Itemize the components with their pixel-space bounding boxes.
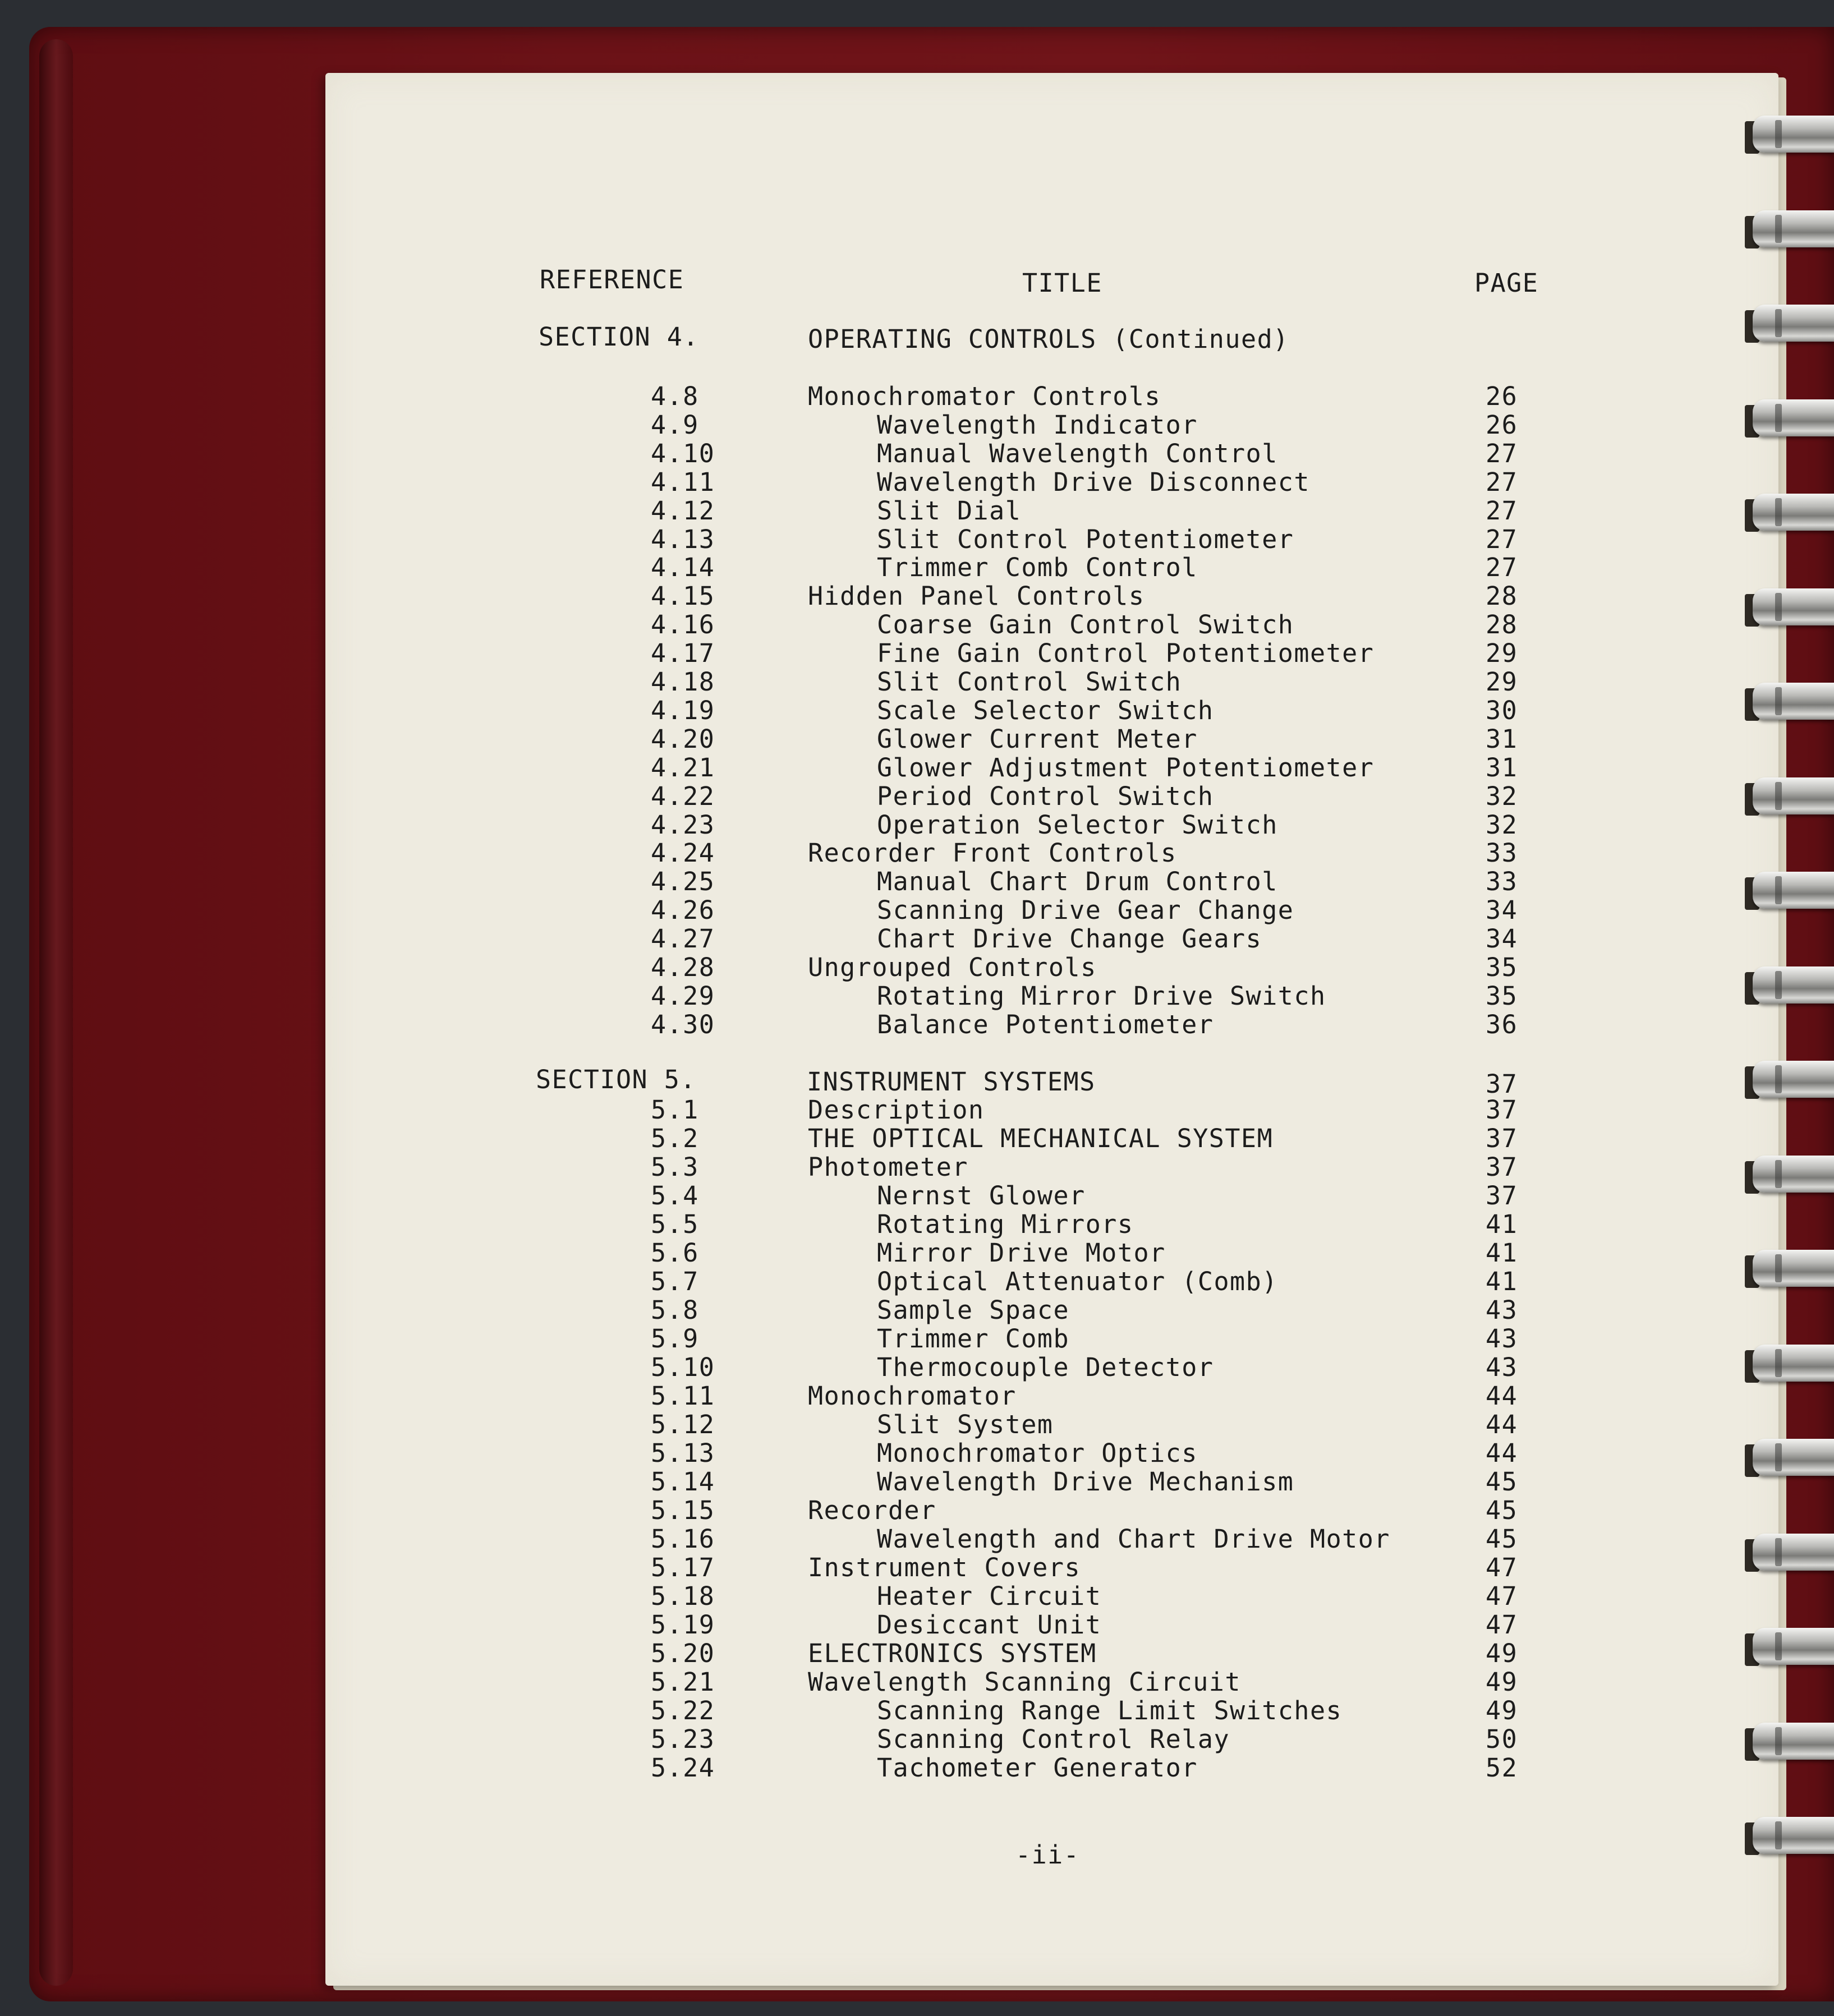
- toc-reference: 4.10: [651, 438, 715, 468]
- toc-reference: 5.6: [651, 1238, 699, 1268]
- binder-ring: [1739, 207, 1834, 252]
- toc-reference: 5.14: [651, 1467, 715, 1497]
- toc-page: 26: [1486, 381, 1518, 411]
- toc-reference: 5.12: [651, 1410, 715, 1439]
- page-number: -ii-: [1015, 1840, 1080, 1870]
- toc-row: [0, 1724, 1834, 1753]
- toc-page: 45: [1486, 1495, 1518, 1525]
- toc-page: 27: [1486, 553, 1518, 583]
- toc-title: Operation Selector Switch: [877, 809, 1278, 840]
- toc-title: Nernst Glower: [877, 1181, 1086, 1210]
- toc-row: [0, 1181, 1834, 1210]
- toc-page: 29: [1486, 667, 1518, 697]
- toc-page: 37: [1486, 1181, 1518, 1210]
- toc-page: 37: [1486, 1124, 1518, 1153]
- toc-reference: 5.21: [651, 1667, 715, 1697]
- toc-row: [0, 924, 1834, 953]
- toc-reference: 4.23: [651, 809, 715, 840]
- toc-title: Description: [808, 1095, 985, 1125]
- toc-page: 44: [1486, 1381, 1518, 1411]
- toc-reference: 5.11: [651, 1381, 715, 1411]
- toc-row: [0, 1667, 1834, 1696]
- toc-reference: 5.16: [651, 1524, 715, 1554]
- toc-row: [0, 1753, 1834, 1782]
- toc-page: 50: [1486, 1724, 1518, 1754]
- toc-page: 43: [1486, 1324, 1518, 1354]
- toc-page: 43: [1486, 1352, 1518, 1382]
- toc-row: [0, 1010, 1834, 1039]
- toc-title: Period Control Switch: [877, 781, 1214, 811]
- toc-reference: 4.17: [651, 638, 715, 669]
- toc-reference: 4.9: [651, 409, 699, 440]
- toc-row: [0, 724, 1834, 753]
- toc-row: [0, 524, 1834, 554]
- toc-page: 33: [1486, 867, 1518, 897]
- toc-page: 43: [1486, 1295, 1518, 1325]
- toc-title: Slit Control Switch: [877, 667, 1182, 697]
- toc-reference: 4.15: [651, 581, 715, 611]
- toc-page: 41: [1486, 1267, 1518, 1296]
- toc-page: 37: [1486, 1152, 1518, 1182]
- toc-reference: 5.3: [651, 1152, 699, 1182]
- header-reference: REFERENCE: [540, 265, 684, 294]
- header-page: PAGE: [1474, 268, 1539, 298]
- toc-page: 49: [1486, 1667, 1518, 1697]
- toc-reference: 4.28: [651, 952, 715, 982]
- toc-title: Recorder Front Controls: [808, 838, 1177, 868]
- toc-row: [0, 1495, 1834, 1525]
- binder-ring: [1739, 1814, 1834, 1858]
- toc-title: Tachometer Generator: [877, 1753, 1198, 1783]
- toc-page: 41: [1486, 1238, 1518, 1268]
- toc-row: [0, 1610, 1834, 1639]
- toc-row: [0, 1553, 1834, 1582]
- toc-row: [0, 1581, 1834, 1610]
- toc-title: Trimmer Comb Control: [877, 553, 1198, 583]
- toc-page: 49: [1486, 1638, 1518, 1668]
- section-5-label: SECTION 5.: [536, 1065, 696, 1094]
- toc-page: 31: [1486, 752, 1518, 783]
- toc-title: Manual Chart Drum Control: [877, 867, 1278, 897]
- toc-page: 45: [1486, 1524, 1518, 1554]
- toc-row: [0, 1324, 1834, 1353]
- toc-reference: 5.10: [651, 1352, 715, 1382]
- toc-page: 34: [1486, 924, 1518, 954]
- toc-title: Monochromator: [808, 1381, 1017, 1411]
- toc-page: 47: [1486, 1581, 1518, 1611]
- toc-row: [0, 1152, 1834, 1181]
- toc-page: 35: [1486, 952, 1518, 982]
- toc-reference: 4.27: [651, 924, 715, 954]
- toc-page: 27: [1486, 438, 1518, 468]
- toc-reference: 5.22: [651, 1696, 715, 1725]
- toc-title: Heater Circuit: [877, 1581, 1102, 1611]
- section-5-title: INSTRUMENT SYSTEMS: [807, 1067, 1096, 1097]
- toc-page: 33: [1486, 838, 1518, 868]
- toc-reference: 5.1: [651, 1095, 699, 1125]
- toc-title: Wavelength Drive Mechanism: [877, 1467, 1294, 1497]
- toc-row: [0, 838, 1834, 867]
- toc-reference: 4.13: [651, 524, 715, 554]
- toc-reference: 5.9: [651, 1324, 699, 1354]
- toc-title: Fine Gain Control Potentiometer: [877, 638, 1375, 669]
- toc-title: Glower Current Meter: [877, 724, 1198, 754]
- toc-row: [0, 1095, 1834, 1124]
- toc-row: [0, 1438, 1834, 1467]
- toc-row: [0, 1209, 1834, 1239]
- toc-row: [0, 381, 1834, 411]
- toc-row: [0, 1638, 1834, 1668]
- toc-row: [0, 1124, 1834, 1153]
- toc-row: [0, 1524, 1834, 1553]
- header-title: TITLE: [1022, 268, 1102, 298]
- toc-reference: 5.18: [651, 1581, 715, 1611]
- binder-ring: [1739, 112, 1834, 157]
- toc-title: Rotating Mirror Drive Switch: [877, 981, 1326, 1011]
- toc-page: 29: [1486, 638, 1518, 669]
- toc-reference: 5.8: [651, 1295, 699, 1325]
- toc-title: Slit Dial: [877, 495, 1022, 526]
- section-4-title: OPERATING CONTROLS (Continued): [808, 324, 1289, 354]
- toc-row: [0, 810, 1834, 839]
- toc-reference: 4.18: [651, 667, 715, 697]
- toc-title: Slit Control Potentiometer: [877, 524, 1294, 554]
- toc-title: Wavelength and Chart Drive Motor: [877, 1524, 1390, 1554]
- toc-row: [0, 1238, 1834, 1267]
- toc-title: Manual Wavelength Control: [877, 438, 1278, 468]
- toc-reference: 5.20: [651, 1638, 715, 1668]
- toc-reference: 4.21: [651, 752, 715, 783]
- toc-row: [0, 1267, 1834, 1296]
- toc-reference: 4.29: [651, 981, 715, 1011]
- toc-row: [0, 952, 1834, 982]
- toc-title: Slit System: [877, 1410, 1054, 1439]
- toc-row: [0, 1352, 1834, 1382]
- toc-reference: 4.19: [651, 695, 715, 725]
- toc-title: Instrument Covers: [808, 1553, 1081, 1582]
- toc-page: 27: [1486, 467, 1518, 497]
- toc-reference: 5.24: [651, 1753, 715, 1783]
- toc-row: [0, 753, 1834, 782]
- toc-reference: 4.12: [651, 495, 715, 526]
- toc-title: Wavelength Drive Disconnect: [877, 467, 1310, 497]
- toc-row: [0, 1295, 1834, 1324]
- toc-page: 26: [1486, 409, 1518, 440]
- toc-page: 45: [1486, 1467, 1518, 1497]
- toc-title: Monochromator Controls: [808, 381, 1161, 411]
- toc-row: [0, 696, 1834, 725]
- toc-row: [0, 1381, 1834, 1410]
- toc-reference: 4.25: [651, 867, 715, 897]
- toc-row: [0, 667, 1834, 696]
- toc-row: [0, 410, 1834, 439]
- toc-page: 32: [1486, 781, 1518, 811]
- toc-page: 37: [1486, 1095, 1518, 1125]
- toc-title: ELECTRONICS SYSTEM: [808, 1638, 1097, 1668]
- toc-reference: 4.14: [651, 553, 715, 583]
- toc-title: Hidden Panel Controls: [808, 581, 1145, 611]
- toc-reference: 4.24: [651, 838, 715, 868]
- toc-page: 36: [1486, 1009, 1518, 1039]
- toc-page: 52: [1486, 1753, 1518, 1783]
- toc-title: Glower Adjustment Potentiometer: [877, 752, 1375, 783]
- toc-reference: 5.17: [651, 1553, 715, 1582]
- toc-row: [0, 867, 1834, 896]
- toc-title: Scanning Control Relay: [877, 1724, 1230, 1754]
- toc-row: [0, 1467, 1834, 1496]
- toc-reference: 4.30: [651, 1009, 715, 1039]
- toc-title: Trimmer Comb: [877, 1324, 1070, 1354]
- section-4-label: SECTION 4.: [539, 322, 699, 352]
- toc-title: Scale Selector Switch: [877, 695, 1214, 725]
- toc-title: Wavelength Scanning Circuit: [808, 1667, 1241, 1697]
- toc-title: Chart Drive Change Gears: [877, 924, 1262, 954]
- toc-row: [0, 638, 1834, 668]
- toc-page: 49: [1486, 1696, 1518, 1725]
- toc-row: [0, 439, 1834, 468]
- toc-title: Optical Attenuator (Comb): [877, 1267, 1278, 1296]
- toc-title: Scanning Range Limit Switches: [877, 1696, 1343, 1725]
- toc-row: [0, 895, 1834, 924]
- toc-reference: 5.15: [651, 1495, 715, 1525]
- toc-title: Scanning Drive Gear Change: [877, 895, 1294, 926]
- toc-page: 47: [1486, 1610, 1518, 1640]
- toc-title: Recorder: [808, 1495, 936, 1525]
- toc-row: [0, 553, 1834, 582]
- toc-reference: 4.22: [651, 781, 715, 811]
- toc-row: [0, 581, 1834, 610]
- toc-title: Mirror Drive Motor: [877, 1238, 1166, 1268]
- toc-reference: 5.19: [651, 1610, 715, 1640]
- toc-title: Sample Space: [877, 1295, 1070, 1325]
- toc-reference: 5.13: [651, 1438, 715, 1468]
- toc-page: 28: [1486, 610, 1518, 640]
- toc-page: 35: [1486, 981, 1518, 1011]
- toc-reference: 5.23: [651, 1724, 715, 1754]
- toc-page: 44: [1486, 1438, 1518, 1468]
- toc-reference: 4.16: [651, 610, 715, 640]
- toc-reference: 4.20: [651, 724, 715, 754]
- toc-reference: 4.26: [651, 895, 715, 926]
- toc-title: Ungrouped Controls: [808, 952, 1097, 982]
- toc-row: [0, 1410, 1834, 1439]
- toc-reference: 4.11: [651, 467, 715, 497]
- toc-page: 27: [1486, 524, 1518, 554]
- toc-page: 28: [1486, 581, 1518, 611]
- toc-page: 32: [1486, 809, 1518, 840]
- toc-title: Coarse Gain Control Switch: [877, 610, 1294, 640]
- toc-reference: 5.5: [651, 1209, 699, 1239]
- toc-page: 31: [1486, 724, 1518, 754]
- toc-page: 47: [1486, 1553, 1518, 1582]
- toc-reference: 5.4: [651, 1181, 699, 1210]
- toc-row: [0, 981, 1834, 1010]
- toc-reference: 5.7: [651, 1267, 699, 1296]
- toc-page: 44: [1486, 1410, 1518, 1439]
- toc-row: [0, 467, 1834, 496]
- toc-row: [0, 496, 1834, 525]
- toc-row: [0, 610, 1834, 639]
- toc-page: 27: [1486, 495, 1518, 526]
- toc-page: 34: [1486, 895, 1518, 926]
- toc-title: Balance Potentiometer: [877, 1009, 1214, 1039]
- toc-title: Desiccant Unit: [877, 1610, 1102, 1640]
- toc-page: 41: [1486, 1209, 1518, 1239]
- toc-row: [0, 1696, 1834, 1725]
- toc-title: Rotating Mirrors: [877, 1209, 1134, 1239]
- binder-ring: [1739, 301, 1834, 346]
- toc-title: THE OPTICAL MECHANICAL SYSTEM: [808, 1124, 1274, 1153]
- toc-page: 30: [1486, 695, 1518, 725]
- toc-title: Wavelength Indicator: [877, 409, 1198, 440]
- toc-title: Photometer: [808, 1152, 968, 1182]
- toc-title: Thermocouple Detector: [877, 1352, 1214, 1382]
- toc-reference: 5.2: [651, 1124, 699, 1153]
- toc-reference: 4.8: [651, 381, 699, 411]
- toc-title: Monochromator Optics: [877, 1438, 1198, 1468]
- toc-row: [0, 781, 1834, 811]
- section-5-page: 37: [1486, 1069, 1518, 1099]
